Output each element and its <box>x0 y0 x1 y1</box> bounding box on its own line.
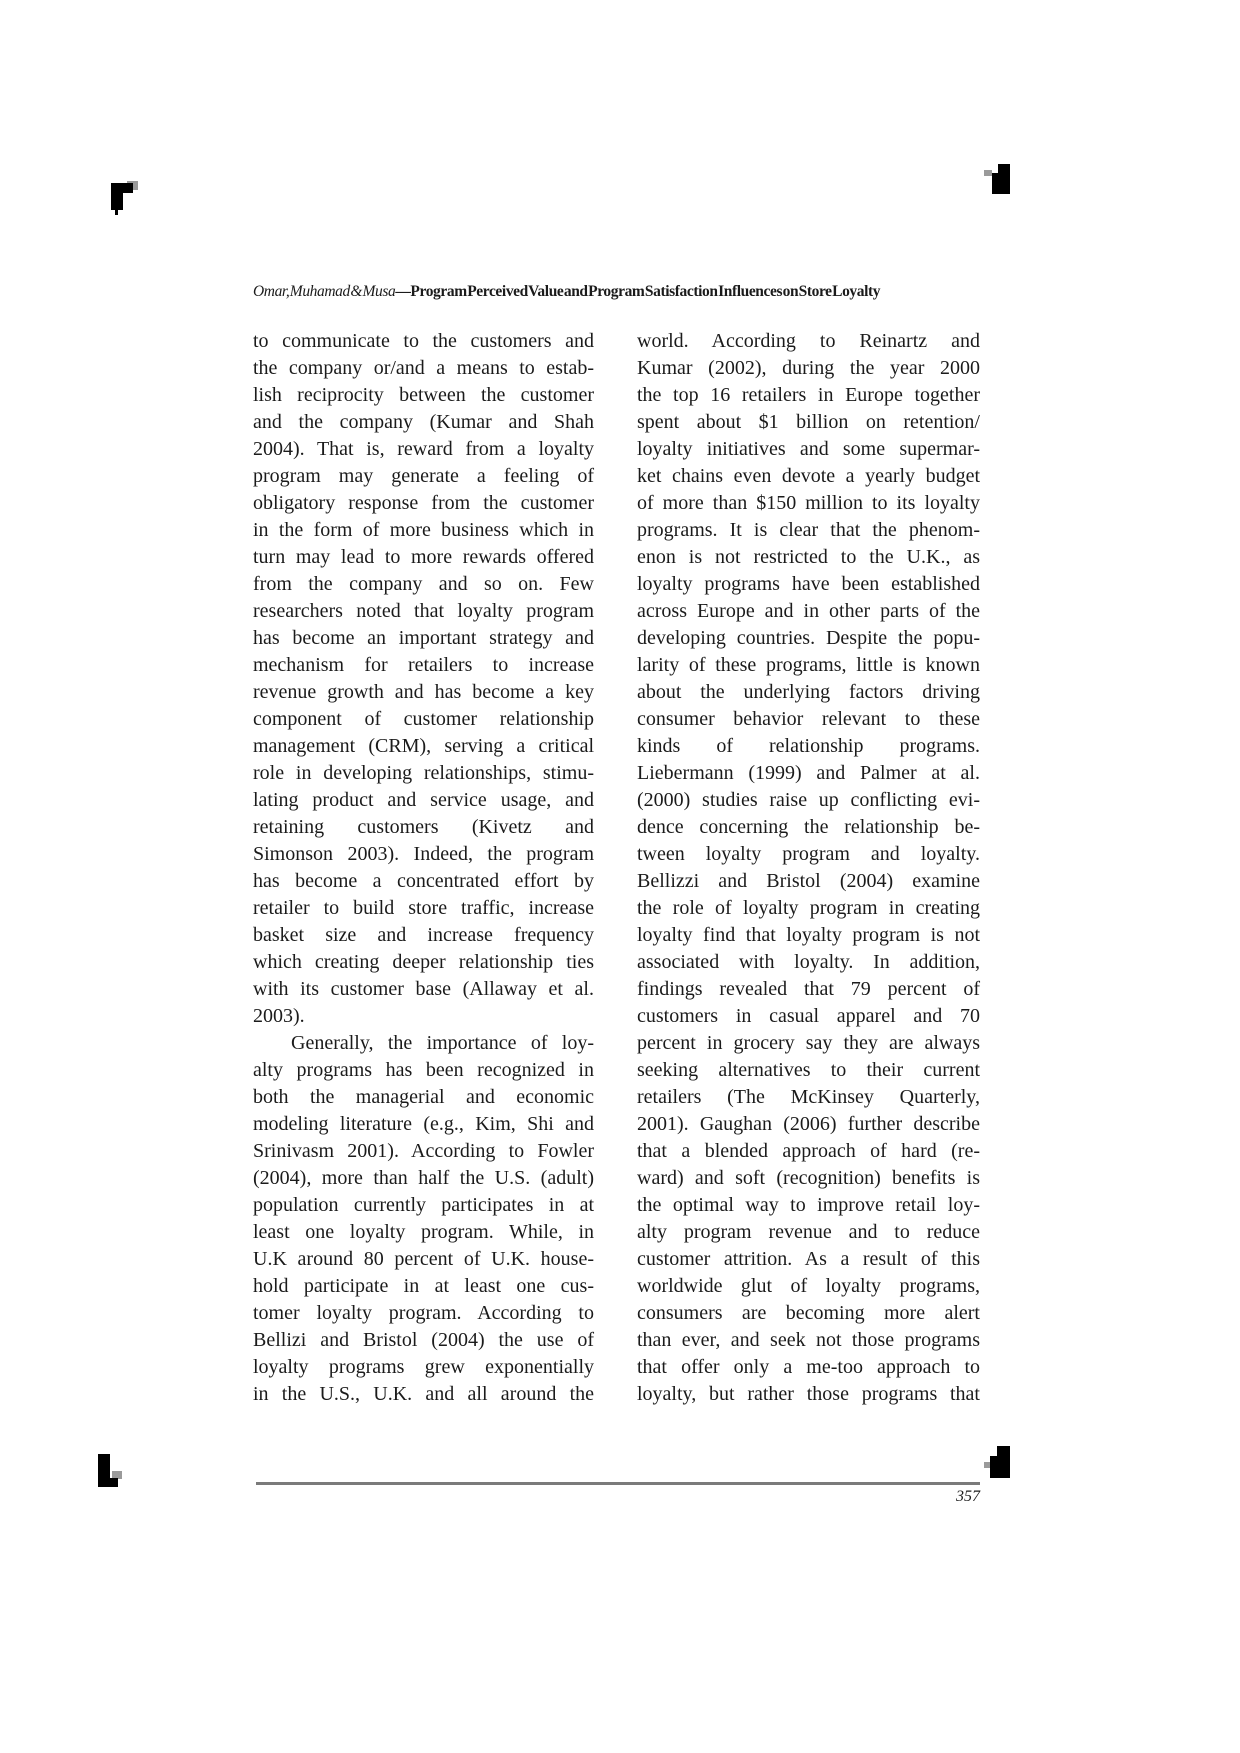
text-line: mechanism for retailers to increase <box>253 654 594 676</box>
page-number: 357 <box>956 1488 980 1505</box>
text-line: alty program revenue and to reduce <box>637 1221 980 1243</box>
text-line: and the company (Kumar and Shah <box>253 411 594 433</box>
text-line: ward) and soft (recognition) benefits is <box>637 1167 980 1189</box>
text-line: the company or/and a means to estab- <box>253 357 594 379</box>
text-line: the role of loyalty program in creating <box>637 897 980 919</box>
text-line: tomer loyalty program. According to <box>253 1302 594 1324</box>
text-line: Simonson 2003). Indeed, the program <box>253 843 594 865</box>
text-line: alty programs has been recognized in <box>253 1059 594 1081</box>
text-line: loyalty, but rather those programs that <box>637 1383 980 1405</box>
text-line: enon is not restricted to the U.K., as <box>637 546 980 568</box>
text-line: 2004). That is, reward from a loyalty <box>253 438 594 460</box>
text-line: population currently participates in at <box>253 1194 594 1216</box>
text-line: researchers noted that loyalty program <box>253 600 594 622</box>
text-line: U.K around 80 percent of U.K. house- <box>253 1248 594 1270</box>
text-line: revenue growth and has become a key <box>253 681 594 703</box>
text-line: worldwide glut of loyalty programs, <box>637 1275 980 1297</box>
text-line: Liebermann (1999) and Palmer at al. <box>637 762 980 784</box>
running-head-authors: Omar, Muhamad & Musa <box>253 283 396 300</box>
text-line: 2001). Gaughan (2006) further describe <box>637 1113 980 1135</box>
text-line: turn may lead to more rewards offered <box>253 546 594 568</box>
text-line: role in developing relationships, stimu- <box>253 762 594 784</box>
text-line: spent about $1 billion on retention/ <box>637 411 980 433</box>
text-line: (2004), more than half the U.S. (adult) <box>253 1167 594 1189</box>
text-line: Generally, the importance of loy- <box>291 1032 594 1054</box>
text-line: that a blended approach of hard (re- <box>637 1140 980 1162</box>
registration-mark-top-right-icon <box>984 160 1012 196</box>
text-line: world. According to Reinartz and <box>637 330 980 352</box>
text-line: programs. It is clear that the phenom- <box>637 519 980 541</box>
text-line: of more than $150 million to its loyalty <box>637 492 980 514</box>
text-line: Kumar (2002), during the year 2000 <box>637 357 980 379</box>
text-line: retaining customers (Kivetz and <box>253 816 594 838</box>
text-line: that offer only a me-too approach to <box>637 1356 980 1378</box>
text-line: Bellizzi and Bristol (2004) examine <box>637 870 980 892</box>
text-line: developing countries. Despite the popu- <box>637 627 980 649</box>
registration-mark-bottom-left-icon <box>98 1454 128 1490</box>
running-head-separator: — <box>395 283 411 300</box>
text-line: hold participate in at least one cus- <box>253 1275 594 1297</box>
text-line: loyalty programs have been established <box>637 573 980 595</box>
text-line: both the managerial and economic <box>253 1086 594 1108</box>
text-line: ket chains even devote a yearly budget <box>637 465 980 487</box>
text-line: modeling literature (e.g., Kim, Shi and <box>253 1113 594 1135</box>
text-line: in the form of more business which in <box>253 519 594 541</box>
text-line: tween loyalty program and loyalty. <box>637 843 980 865</box>
text-line: loyalty find that loyalty program is not <box>637 924 980 946</box>
running-head-title: Program Perceived Value and Program Satisfaction Influences on Store Loyalty <box>410 283 881 300</box>
text-line: has become a concentrated effort by <box>253 870 594 892</box>
text-line: basket size and increase frequency <box>253 924 594 946</box>
registration-mark-top-left-icon <box>111 181 139 215</box>
text-line: across Europe and in other parts of the <box>637 600 980 622</box>
text-line: retailer to build store traffic, increase <box>253 897 594 919</box>
text-line: retailers (The McKinsey Quarterly, <box>637 1086 980 1108</box>
text-line: about the underlying factors driving <box>637 681 980 703</box>
text-line: program may generate a feeling of <box>253 465 594 487</box>
left-column <box>253 328 594 1408</box>
text-line: consumer behavior relevant to these <box>637 708 980 730</box>
text-line: loyalty programs grew exponentially <box>253 1356 594 1378</box>
text-line: consumers are becoming more alert <box>637 1302 980 1324</box>
right-column <box>637 328 980 1408</box>
text-line: customer attrition. As a result of this <box>637 1248 980 1270</box>
text-line: Srinivasm 2001). According to Fowler <box>253 1140 594 1162</box>
text-line: kinds of relationship programs. <box>637 735 980 757</box>
text-line: (2000) studies raise up conflicting evi- <box>637 789 980 811</box>
text-line: from the company and so on. Few <box>253 573 594 595</box>
text-line: customers in casual apparel and 70 <box>637 1005 980 1027</box>
text-line: the top 16 retailers in Europe together <box>637 384 980 406</box>
text-line: in the U.S., U.K. and all around the <box>253 1383 594 1405</box>
text-line: larity of these programs, little is known <box>637 654 980 676</box>
text-line: seeking alternatives to their current <box>637 1059 980 1081</box>
text-line: to communicate to the customers and <box>253 330 594 352</box>
text-line: least one loyalty program. While, in <box>253 1221 594 1243</box>
text-line: with its customer base (Allaway et al. <box>253 978 594 1000</box>
text-line: lating product and service usage, and <box>253 789 594 811</box>
text-line: Bellizi and Bristol (2004) the use of <box>253 1329 594 1351</box>
text-line: loyalty initiatives and some supermar- <box>637 438 980 460</box>
text-line: obligatory response from the customer <box>253 492 594 514</box>
text-line: associated with loyalty. In addition, <box>637 951 980 973</box>
registration-mark-bottom-right-icon <box>984 1446 1012 1482</box>
text-line: lish reciprocity between the customer <box>253 384 594 406</box>
text-line: which creating deeper relationship ties <box>253 951 594 973</box>
text-line: 2003). <box>253 1005 305 1027</box>
text-line: than ever, and seek not those programs <box>637 1329 980 1351</box>
text-line: findings revealed that 79 percent of <box>637 978 980 1000</box>
footer-rule <box>256 1482 980 1485</box>
text-line: management (CRM), serving a critical <box>253 735 594 757</box>
text-line: the optimal way to improve retail loy- <box>637 1194 980 1216</box>
text-line: dence concerning the relationship be- <box>637 816 980 838</box>
text-line: component of customer relationship <box>253 708 594 730</box>
running-head <box>253 283 953 301</box>
text-line: percent in grocery say they are always <box>637 1032 980 1054</box>
text-line: has become an important strategy and <box>253 627 594 649</box>
